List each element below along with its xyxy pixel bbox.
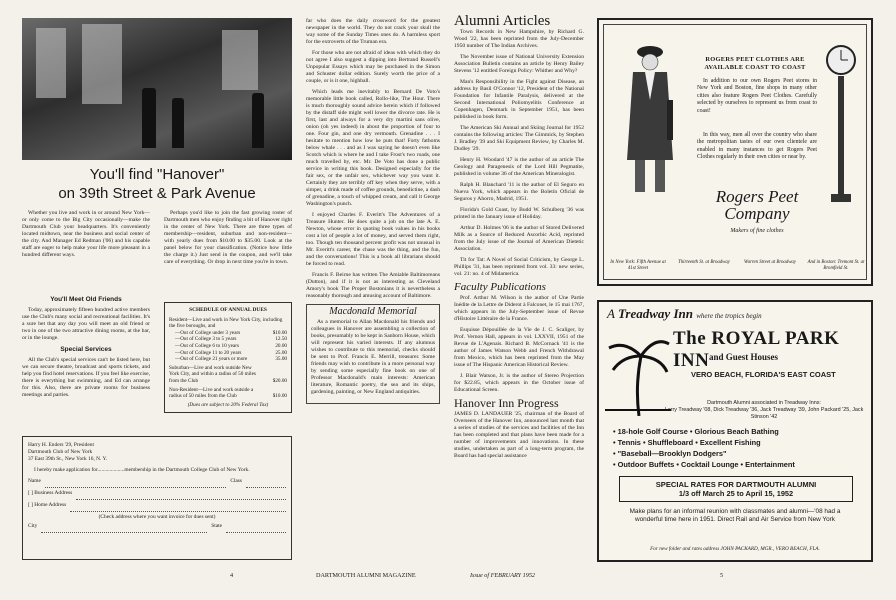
form-name-label: Name xyxy=(28,478,41,484)
treadway-associates xyxy=(659,400,869,420)
features-line-3: • "Baseball—Brooklyn Dodgers" xyxy=(613,449,727,458)
review-paragraph-2: For those who are not afraid of ideas with which they do not agree I also suggest a dipping into Bertrand Russell's Unpopular Essays which may be purchased in the Simon and Schuster dollar edition. Surely worth the price of a couple, or is it one, highball. xyxy=(306,50,440,84)
dues-row-label: —Out of College under 3 years xyxy=(175,329,241,336)
faculty-item-3: J. Blair Watson, Jr. is the author of Stereo Projection for $22.85, which appears in the October issue of Educational Screen. xyxy=(454,373,584,393)
form-name-field[interactable] xyxy=(45,478,226,488)
intro-column-1 xyxy=(22,210,150,263)
form-state-field[interactable] xyxy=(226,523,286,533)
rogers-body: In addition to our own Rogers Peet stores in New York and Boston, fine shops in many other cities also feature Rogers Peet Clothes. Carefully selected by ourselves to represent us from coast to coast! xyxy=(697,78,817,114)
dues-suburban-amount: $20.00 xyxy=(272,377,287,384)
tagline-a: A xyxy=(607,306,615,321)
intro-paragraph-2: Perhaps you'd like to join the fast growing roster of Dartmouth men who enjoy finding a bit of Hanover right in the center of New York. There are three types of membership—resident, suburban and non-resident—with yearly dues from $10.00 to $35.00. Look at the panel below for your classification. (Notice how little the charge it.) Just send in the coupon, and we'll take care of everything. Or drop in next time you're in town. xyxy=(164,210,292,265)
dues-title: SCHEDULE OF ANNUAL DUES xyxy=(189,307,267,313)
logo-line-1: Rogers Peet xyxy=(715,187,799,206)
alumni-item-3: Man's Responsibility in the Fight against Disease, an address by Basil O'Connor '12, President of the National Foundation for Infantile Paralysis, delivered at the Second International Poliomyelitis Conference at Copenhagen, Denmark in September 1951, has been published in book form. xyxy=(454,79,584,120)
form-addressee-1: Harry H. Enders '29, President xyxy=(28,442,94,448)
dues-nonresident-amount: $10.00 xyxy=(272,393,287,400)
friends-text: Today, approximately fifteen hundred active members use the Club's many social and recreational facilities. It's a sure bet that any day you will meet an old friend or two in one of the two attractive dining rooms, at the bar, or in the lounge. xyxy=(22,307,150,341)
form-class-field[interactable] xyxy=(246,478,286,488)
alumni-item-1: Town Records in New Hampshire, by Richard G. Wood '22, has been reprinted from the July-December 1950 number of The Indian Archives. xyxy=(454,29,584,49)
assoc-line-2: Larry Treadway '08, Dick Treadway '36, Jack Treadway '39, John Packard '25, Jack Stinson '42 xyxy=(664,406,864,420)
alumni-item-7: Florida's Gold Coast, by Budd W. Schulberg '36 was printed in the January issue of Holiday. xyxy=(454,207,584,220)
rogers-tagline: Makers of fine clothes xyxy=(730,228,784,234)
rogers-peet-logo xyxy=(699,188,815,222)
reunion-invite: Make plans for an informal reunion with classmates and alumni—'08 had a wonderful time here in 1951. Direct Rail and Air Service from New York xyxy=(629,508,841,523)
dues-row-amount: $10.00 xyxy=(272,329,287,336)
assoc-line-1: Dartmouth Alumni associated in Treadway Inns: xyxy=(707,400,821,406)
features-line-4: • Outdoor Buffets • Cocktail Lounge • Entertainment xyxy=(613,460,795,469)
features-line-2: • Tennis • Shuffleboard • Excellent Fishing xyxy=(613,438,761,447)
services-text: All the Club's special services can't be listed here, but we can secure theatre, broadcast and sports tickets, and help you find hotel reservations. If you feel like exercise, there is everything but swimming, and Ed can arrange for this. Also, there are private rooms for business meetings and parties. xyxy=(22,357,150,398)
intro-paragraph: Whether you live and work in or around New York—or only come to the Big City occasionally—make the Dartmouth Club your headquarters. It's conveniently located midtown, near the business and social center of the city. And Manager Ed Redman ('06) and his capable staff are eager to help make your life more pleasant in a hundred different ways. xyxy=(22,210,150,258)
book-review-column xyxy=(306,18,440,404)
form-check-note: (Check address where you want invoice for dues sent) xyxy=(98,514,216,520)
issue-footer: Issue of FEBRUARY 1952 xyxy=(470,572,536,579)
hanover-inn-text: JAMES D. LANDAUER '25, chairman of the Board of Overseers of the Hanover Inn, announced last month that a series of studies of the services and facilities of the Inn has been completed and that plans have been made for a number of improvements and innovations. In these studies, undertaken as part of a long-term program, the Board has had special assistance xyxy=(454,411,584,459)
dues-row-amount: 12.50 xyxy=(275,336,287,343)
features-list xyxy=(613,426,861,470)
memorial-title: Macdonald Memorial xyxy=(329,306,417,317)
form-class-label: Class xyxy=(230,478,242,484)
man-in-coat-illustration xyxy=(615,40,685,200)
friends-services-column xyxy=(22,296,150,403)
alumni-item-4: The American Ski Annual and Skiing Journal for 1952 contains the following articles: The Gimmick, by Stephen J. Bradley '39 and Ski Equipment Review, by Charles M. Dudley '29. xyxy=(454,125,584,152)
form-city-field[interactable] xyxy=(41,523,207,533)
store-location: Warren Street at Broadway xyxy=(744,260,796,265)
magazine-footer: DARTMOUTH ALUMNI MAGAZINE xyxy=(316,572,416,579)
special-dates: 1/3 off March 25 to April 15, 1952 xyxy=(678,489,794,498)
dues-row xyxy=(169,336,287,343)
rogers-heading: ROGERS PEET CLOTHES ARE AVAILABLE COAST TO COAST xyxy=(704,56,806,71)
inn-location: VERO BEACH, FLORIDA'S EAST COAST xyxy=(691,370,836,379)
memorial-text: As a memorial to Allan Macdonald his friends and colleagues in Hanover are assembling a collection of books, presumably to be kept in Sanborn House, which will represent his varied interests. If any alumnus wishes to contribute to this memorial, checks should be sent to Prof. Francis E. Merrill, treasurer. Some friends may wish to contribute in a more personal way by sending some especially fine book on one of Professor Macdonald's main interests: American literature, Romantic poetry, the sea and its ships, gardening, painting, or New England antiquities. xyxy=(311,319,435,395)
street-clock-illustration xyxy=(821,36,861,206)
form-business-field[interactable] xyxy=(76,490,286,500)
logo-line-2: Company xyxy=(724,204,790,223)
inn-name: The ROYAL PARK INN xyxy=(673,328,840,371)
form-home-field[interactable] xyxy=(70,502,286,512)
membership-coupon xyxy=(22,436,292,560)
headline-line-1: You'll find "Hanover" xyxy=(89,166,225,183)
dues-nonresident: Non-Resident—Live and work outside a radius of 50 miles from the Club xyxy=(169,386,254,400)
form-home-label[interactable]: [ ] Home Address xyxy=(28,502,67,508)
inn-sub: and Guest Houses xyxy=(709,352,779,362)
royal-park-inn-ad xyxy=(597,300,873,562)
alumni-item-6: Ralph H. Blanchard '11 is the author of El Seguro en Nueva York, which appears in the Boletín Oficial de Seguros y Ahorro, Madrid, 1951. xyxy=(454,182,584,202)
form-application-text: I hereby make application for....................membership in the Dartmouth College Club of New York. xyxy=(34,467,250,473)
services-heading: Special Services xyxy=(60,346,112,353)
form-business-label[interactable]: [ ] Business Address xyxy=(28,490,73,496)
dues-note: (Dues are subject to 20% Federal Tax) xyxy=(187,401,269,408)
dues-row xyxy=(169,356,287,363)
dues-row-label: —Out of College 3 to 5 years xyxy=(175,336,237,343)
dues-row-label: —Out of College 21 years or more xyxy=(175,356,248,363)
special-rates-box xyxy=(619,476,853,502)
faculty-item-2: Esquisse Dépouillée de la Vie de J. C. Scaliger, by Prof. Vernon Hall, appears in vol. LXXVII, 1951 of the Revue de L'Agenais. Richard B. McCornack '41 is the author of James Watson Webb and French Withdrawal from Mexico, which has been reprinted from the May issue of The Hispanic American Historical Review. xyxy=(454,327,584,368)
dues-suburban: Suburban—Live and work outside New York City, and within a radius of 50 miles from the Club xyxy=(169,364,256,384)
memorial-box xyxy=(306,304,440,404)
dues-row-amount: 20.00 xyxy=(275,342,287,349)
dues-row-label: —Out of College 6 to 10 years xyxy=(175,342,239,349)
rogers-peet-ad xyxy=(597,18,873,286)
alumni-articles-column xyxy=(454,13,584,464)
folder-address: For new folder and rates address JOHN PACKARD, MGR., VERO BEACH, FLA. xyxy=(650,546,820,552)
rogers-body-2: In this way, men all over the country who share the metropolitan tastes of our own clientele are enabled in many instances to get Rogers Peet Clothes regularly in their own cities or near by. xyxy=(697,132,817,161)
alumni-articles-title: Alumni Articles xyxy=(454,13,551,29)
faculty-item-1: Prof. Arthur M. Wilson is the author of Une Partie Inédite de la Lettre de Diderot à Falconet, le 15 mai 1767, which appears in the July-September issue of Revue d'Histoire Littéraire de la France. xyxy=(454,295,584,322)
tagline-rest: where the tropics begin xyxy=(696,312,762,320)
treadway-tagline xyxy=(607,306,762,322)
form-city-label: City xyxy=(28,523,38,529)
review-paragraph-3: Which leads me inevitably to Bernard De Voto's memorable little book called, Rollo-like, The Hour. There is much thoroughly sound advice herein which if followed by the distaff side might well lower the divorce rate. He is first, last and always for a very dry martini sans olive, onion (oh yes indeed) in about the proportion of four to one. Four gin, and one dry vermouth. Grenadine . . . I hesitate to mention how low he puts that! Forty fathoms below whale . . . and as I was saying he doesn't even like Scotch which is where he and I take Frost's two roads, one much travelled by, etc. Mr. De Voto has done a public service in writing this book. Designed especially for the fair sex, or the unfair sex, whichever way you want it. Certainly they are terribly off key when they serve, with a simper, a drink made of coffee grounds, benedictine, a dash of grenadine, a touch of whipped cream, and call it George Washington's punch. xyxy=(306,89,440,207)
alumni-item-5: Henry H. Woodard '47 is the author of an article The Geology and Paragenesis of the Lord Hill Pegmatite, published in volume 36 of the American Mineralogist. xyxy=(454,157,584,177)
review-paragraph-1: far who does the daily crossword for the greatest newspaper in the world. They do not crack your skull the way some of the Sunday Times ones do. A harmless sport for the extroverts of the Truman era. xyxy=(306,18,440,45)
review-paragraph-4: I enjoyed Charles F. Everitt's The Adventures of a Treasure Hunter. He does quite a job on the late A. E. Newton, whose error in quoting book values in his books cost a lot of people a lot of money, and served them right, too. Though ten thousand percent profit was not unusual in Mr. Everitt's career, the chase was the thing, and the fun, and the conversations! This is a book all librarians should be forced to read. xyxy=(306,212,440,267)
headline-line-2: on 39th Street & Park Avenue xyxy=(58,185,256,202)
alumni-item-8: Arthur D. Holmes '06 is the author of Stored Delivered Milk as a Source of Reduced Ascorbic Acid, reprinted from the July issue of the Journal of American Dietetic Association. xyxy=(454,225,584,252)
store-location: In New York: Fifth Avenue at 41st Street xyxy=(610,260,666,271)
dues-row-amount: 35.00 xyxy=(275,356,287,363)
alumni-item-2: The November issue of National University Extension Association Bulletin contains an article by Henry Bailey Stevens '12 entitled Foreign Policy: Whither and Why? xyxy=(454,54,584,74)
club-interior-photo xyxy=(22,18,292,160)
features-line-1: • 18-hole Golf Course • Glorious Beach Bathing xyxy=(613,427,779,436)
page-headline xyxy=(22,165,292,203)
form-state-label: State xyxy=(211,523,222,529)
page-number-right: 5 xyxy=(720,572,724,579)
intro-column-2 xyxy=(164,210,292,270)
review-paragraph-5: Francis F. Beirne has written The Amiable Baltimoreans (Dutton), and if it is not as interesting as Cleveland Amory's book The Proper Bostonians it is nevertheless a reasonably thorough and amusing account of Baltimore. xyxy=(306,272,440,299)
form-addressee-2: Dartmouth Club of New York xyxy=(28,449,93,455)
store-location: And in Boston: Tremont St. at Bromfield St. xyxy=(807,260,865,271)
dues-row-amount: 25.00 xyxy=(275,349,287,356)
friends-heading: You'll Meet Old Friends xyxy=(50,296,122,303)
dues-row-label: —Out of College 11 to 20 years xyxy=(175,349,242,356)
dues-schedule-box xyxy=(164,302,292,413)
alumni-item-9: Tit for Tat: A Novel of Social Criticism, by George L. Phillips '31, has been reprinted from vol. 33: new series, vol. 21: no. 4 of Midamerica. xyxy=(454,257,584,277)
form-addressee-3: 37 East 39th St., New York 16, N. Y. xyxy=(28,456,108,462)
hanover-inn-title: Hanover Inn Progress xyxy=(454,396,559,410)
special-rates: SPECIAL RATES FOR DARTMOUTH ALUMNI xyxy=(655,480,817,489)
dues-rows xyxy=(169,330,287,363)
tagline-brand: Treadway Inn xyxy=(617,306,693,321)
dues-resident: Resident—Live and work in New York City, including the five boroughs, and xyxy=(169,316,283,330)
store-location: Thirteenth St. at Broadway xyxy=(678,260,730,265)
dues-row xyxy=(169,343,287,350)
faculty-publications-title: Faculty Publications xyxy=(454,281,546,293)
page-number-left: 4 xyxy=(230,572,234,579)
store-list xyxy=(609,260,865,272)
